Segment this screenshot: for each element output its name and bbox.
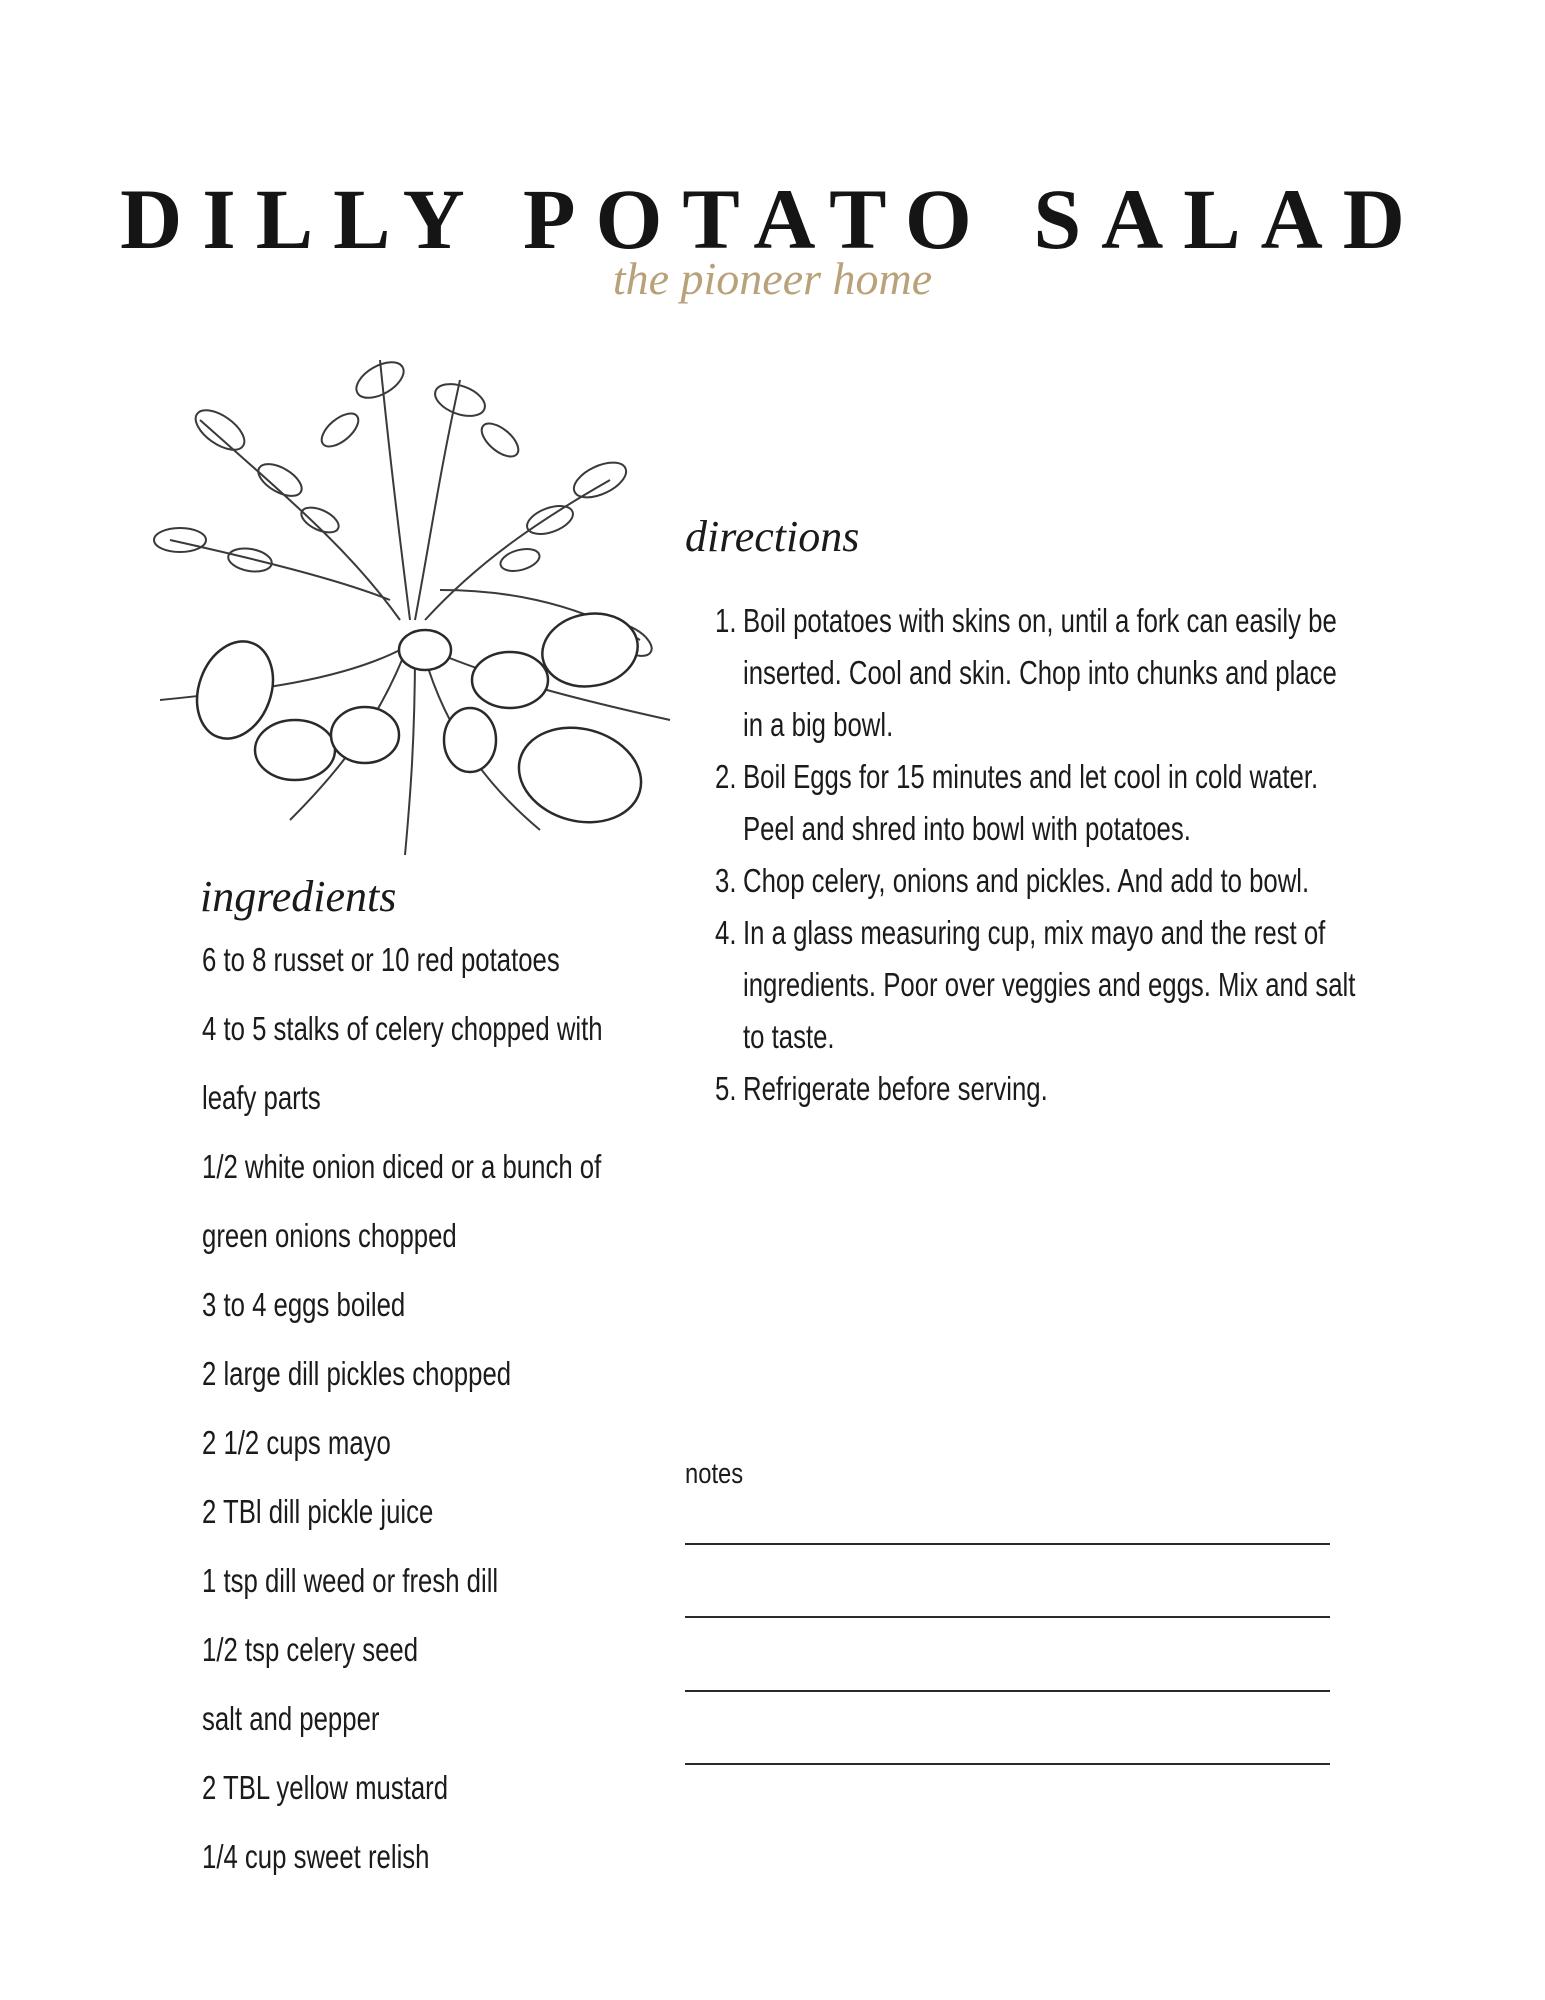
subtitle: the pioneer home: [612, 253, 933, 304]
direction-step: [715, 907, 1356, 1063]
ingredients-list: [202, 925, 672, 1891]
ingredient-item: 1 tsp dill weed or fresh dill: [202, 1562, 499, 1599]
step-text: In a glass measuring cup, mix mayo and the rest of ingredients. Poor over veggies and eggs. Mix and salt to taste.: [743, 914, 1356, 1055]
page-title: DILLY POTATO SALAD: [120, 170, 1425, 267]
ingredient-item: leafy parts: [202, 1079, 321, 1116]
step-number: 5.: [715, 1070, 737, 1107]
notes-line[interactable]: [685, 1543, 1330, 1545]
direction-step: [715, 751, 1345, 855]
step-text: Boil Eggs for 15 minutes and let cool in cold water. Peel and shred into bowl with potatoes.: [743, 758, 1319, 847]
directions-heading: directions: [685, 512, 860, 561]
ingredient-item: 1/2 tsp celery seed: [202, 1631, 419, 1668]
directions-list: [715, 595, 1356, 1115]
ingredient-item: salt and pepper: [202, 1700, 380, 1737]
notes-line[interactable]: [685, 1690, 1330, 1692]
step-text: Refrigerate before serving.: [743, 1070, 1048, 1107]
ingredient-item: 2 TBl dill pickle juice: [202, 1493, 434, 1530]
ingredient-item: 4 to 5 stalks of celery chopped with: [202, 1010, 603, 1047]
ingredient-item: 1/4 cup sweet relish: [202, 1838, 430, 1875]
step-number: 2.: [715, 758, 737, 795]
step-number: 1.: [715, 602, 737, 639]
notes-line[interactable]: [685, 1616, 1330, 1618]
ingredient-item: 1/2 white onion diced or a bunch of: [202, 1148, 602, 1185]
notes-label: notes: [685, 1458, 744, 1490]
potato-plant-icon: [140, 320, 680, 860]
ingredient-item: 2 TBL yellow mustard: [202, 1769, 449, 1806]
notes-line[interactable]: [685, 1763, 1330, 1765]
ingredient-item: 6 to 8 russet or 10 red potatoes: [202, 941, 560, 978]
ingredient-item: 2 1/2 cups mayo: [202, 1424, 391, 1461]
ingredient-item: 2 large dill pickles chopped: [202, 1355, 512, 1392]
step-text: Chop celery, onions and pickles. And add to bowl.: [743, 862, 1310, 899]
step-text: Boil potatoes with skins on, until a fork can easily be inserted. Cool and skin. Chop into chunks and place in a big bowl.: [743, 602, 1337, 743]
direction-step: [715, 1063, 1345, 1115]
direction-step: [715, 595, 1345, 751]
ingredients-heading: ingredients: [200, 872, 397, 921]
direction-step: [715, 855, 1345, 907]
step-number: 4.: [715, 914, 737, 951]
step-number: 3.: [715, 862, 737, 899]
ingredient-item: green onions chopped: [202, 1217, 457, 1254]
ingredient-item: 3 to 4 eggs boiled: [202, 1286, 406, 1323]
